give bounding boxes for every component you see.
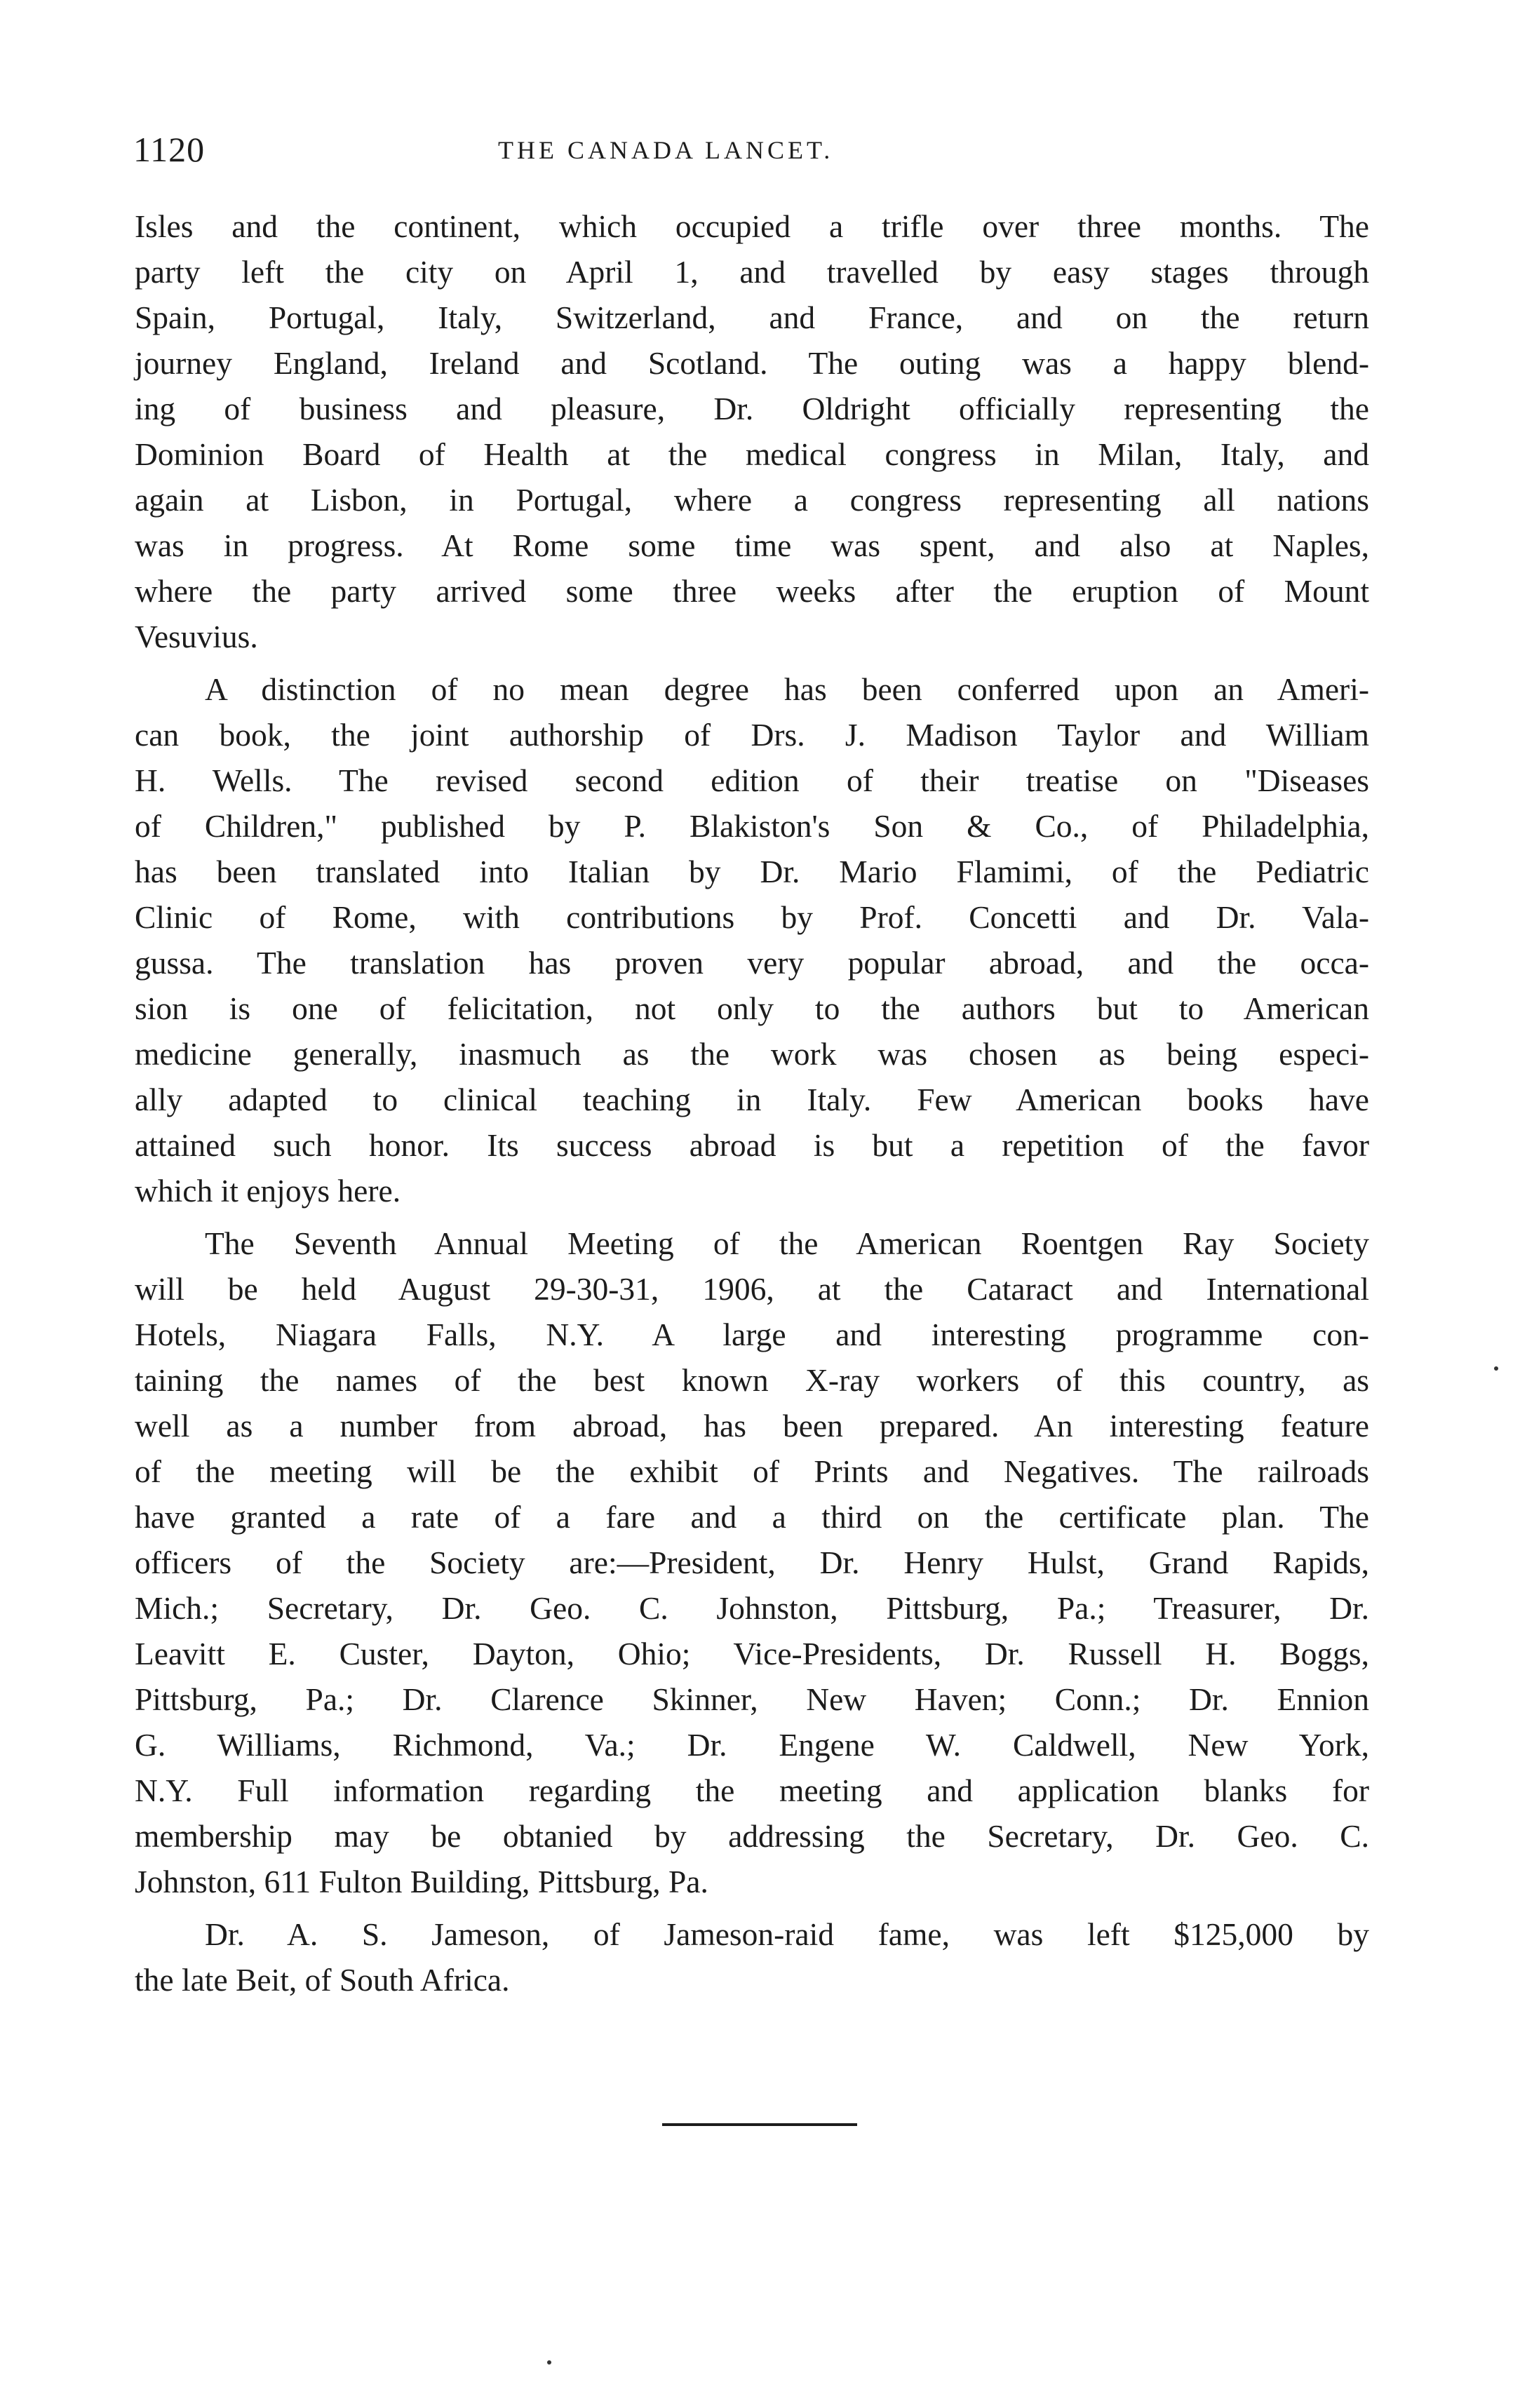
text-line: Mich.; Secretary, Dr. Geo. C. Johnston, Pittsburg, Pa.; Treasurer, Dr. — [135, 1590, 1369, 1626]
text-line: ally adapted to clinical teaching in Italy. Few American books have — [135, 1082, 1369, 1117]
text-line: Johnston, 611 Fulton Building, Pittsburg, Pa. — [135, 1864, 708, 1899]
text-line: Spain, Portugal, Italy, Switzerland, and France, and on the return — [135, 300, 1369, 335]
scan-speck — [547, 2360, 551, 2365]
text-line: the late Beit, of South Africa. — [135, 1962, 510, 1998]
paragraph-italian-translation — [135, 666, 1369, 1213]
scan-speck — [1494, 1366, 1498, 1371]
text-line: taining the names of the best known X-ray workers of this country, as — [135, 1362, 1369, 1398]
text-line: party left the city on April 1, and travelled by easy stages through — [135, 254, 1369, 290]
text-line: Vesuvius. — [135, 619, 258, 654]
text-line: G. Williams, Richmond, Va.; Dr. Engene W. Caldwell, New York, — [135, 1727, 1369, 1763]
page-number: 1120 — [133, 130, 206, 169]
text-line: can book, the joint authorship of Drs. J. Madison Taylor and William — [135, 717, 1369, 753]
text-line: Hotels, Niagara Falls, N.Y. A large and interesting programme con- — [135, 1317, 1369, 1352]
text-line: gussa. The translation has proven very popular abroad, and the occa- — [135, 945, 1369, 981]
text-line: The Seventh Annual Meeting of the American Roentgen Ray Society — [205, 1225, 1369, 1261]
text-line: officers of the Society are:—President, Dr. Henry Hulst, Grand Rapids, — [135, 1545, 1369, 1580]
text-line: have granted a rate of a fare and a third on the certificate plan. The — [135, 1499, 1369, 1535]
text-line: Clinic of Rome, with contributions by Prof. Concetti and Dr. Vala- — [135, 899, 1369, 935]
text-line: Leavitt E. Custer, Dayton, Ohio; Vice-Presidents, Dr. Russell H. Boggs, — [135, 1636, 1369, 1672]
text-line: of Children," published by P. Blakiston's Son & Co., of Philadelphia, — [135, 808, 1369, 844]
text-line: has been translated into Italian by Dr. Mario Flamimi, of the Pediatric — [135, 854, 1369, 889]
text-line: membership may be obtanied by addressing the Secretary, Dr. Geo. C. — [135, 1818, 1369, 1854]
paragraph-travel — [135, 203, 1369, 659]
body-text — [135, 203, 1369, 2003]
text-line: which it enjoys here. — [135, 1173, 401, 1209]
text-line: again at Lisbon, in Portugal, where a congress representing all nations — [135, 482, 1369, 518]
text-line: Pittsburg, Pa.; Dr. Clarence Skinner, New Haven; Conn.; Dr. Ennion — [135, 1681, 1369, 1717]
text-line: of the meeting will be the exhibit of Prints and Negatives. The railroads — [135, 1453, 1369, 1489]
text-line: will be held August 29-30-31, 1906, at the Cataract and International — [135, 1271, 1369, 1307]
paragraph-jameson — [135, 1911, 1369, 2003]
text-line: ing of business and pleasure, Dr. Oldright officially representing the — [135, 391, 1369, 426]
text-line: journey England, Ireland and Scotland. The outing was a happy blend- — [135, 345, 1369, 381]
text-line: sion is one of felicitation, not only to the authors but to American — [135, 990, 1369, 1026]
running-head — [133, 125, 1361, 174]
text-line: Isles and the continent, which occupied a trifle over three months. The — [135, 208, 1369, 244]
text-line: Dr. A. S. Jameson, of Jameson-raid fame, was left $125,000 by — [205, 1916, 1369, 1952]
paragraph-roentgen-society — [135, 1220, 1369, 1904]
section-rule — [662, 2123, 857, 2126]
text-line: was in progress. At Rome some time was spent, and also at Naples, — [135, 527, 1369, 563]
text-line: where the party arrived some three weeks after the eruption of Mount — [135, 573, 1369, 609]
text-line: A distinction of no mean degree has been conferred upon an Ameri- — [205, 671, 1369, 707]
text-line: Dominion Board of Health at the medical congress in Milan, Italy, and — [135, 436, 1369, 472]
journal-title: THE CANADA LANCET. — [498, 136, 834, 164]
text-line: H. Wells. The revised second edition of their treatise on "Diseases — [135, 762, 1369, 798]
text-line: N.Y. Full information regarding the meeting and application blanks for — [135, 1773, 1369, 1808]
text-line: medicine generally, inasmuch as the work was chosen as being especi- — [135, 1036, 1369, 1072]
text-line: well as a number from abroad, has been prepared. An interesting feature — [135, 1408, 1369, 1444]
text-line: attained such honor. Its success abroad is but a repetition of the favor — [135, 1127, 1369, 1163]
